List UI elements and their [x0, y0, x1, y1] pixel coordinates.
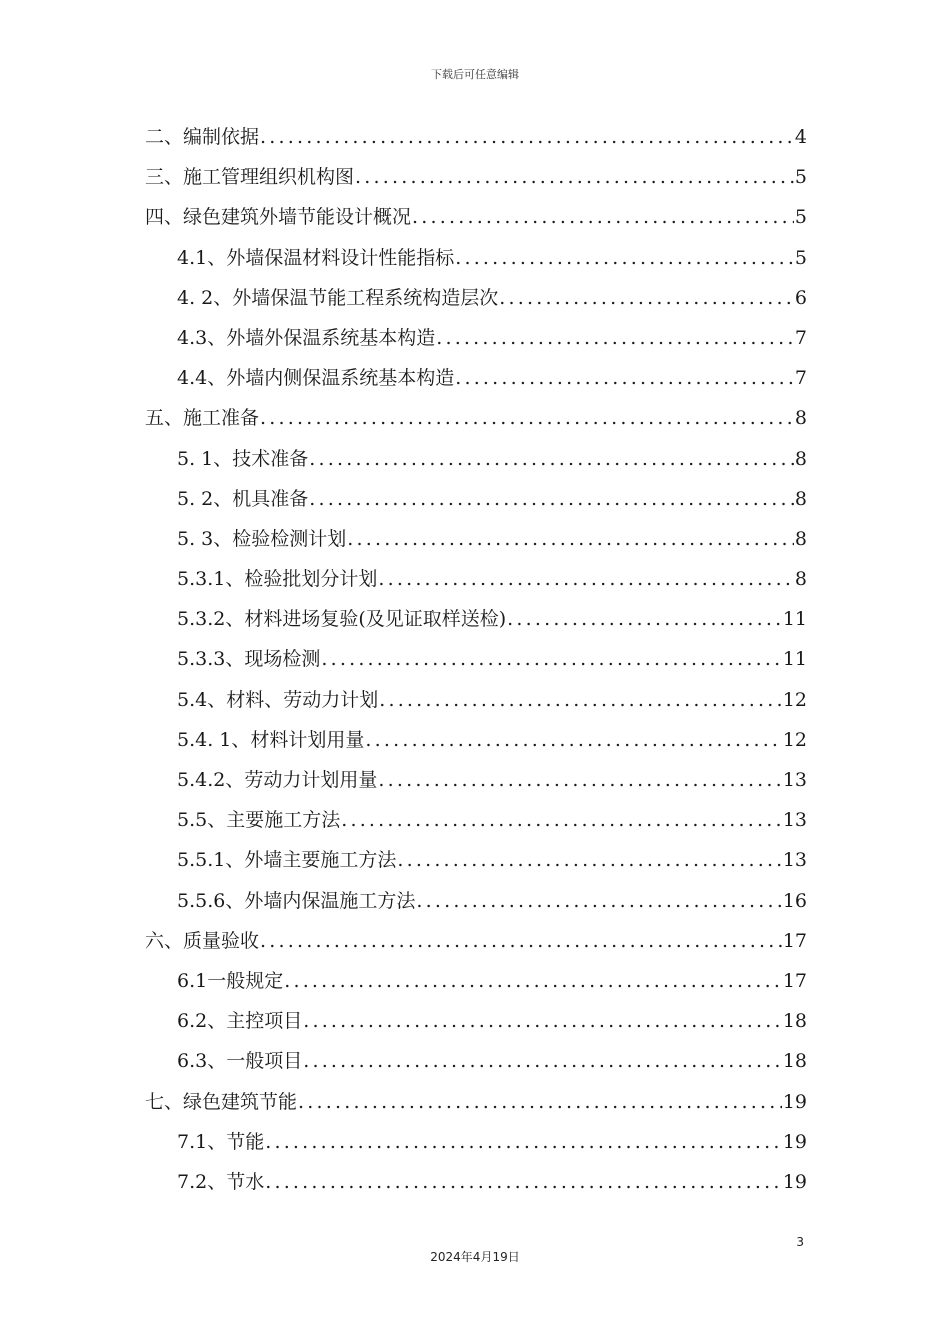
toc-entry-title: 5.4、材料、劳动力计划 — [177, 688, 379, 711]
toc-entry[interactable] — [145, 760, 807, 800]
toc-entry-page: 8 — [794, 447, 807, 470]
toc-entry-page: 8 — [794, 487, 807, 510]
toc-entry-title: 7.2、节水 — [177, 1170, 265, 1193]
page-header: 下载后可任意编辑 — [431, 68, 519, 81]
toc-entry-title: 5. 3、检验检测计划 — [177, 527, 347, 550]
toc-entry-page: 13 — [782, 769, 807, 791]
toc-dot-leader — [260, 921, 782, 961]
toc-entry[interactable] — [145, 800, 807, 840]
toc-entry-page: 7 — [794, 326, 807, 349]
toc-dot-leader — [365, 720, 781, 760]
toc-entry-page: 11 — [782, 648, 807, 671]
footer-date: 2024年4月19日 — [430, 1250, 520, 1264]
toc-entry-title: 五、施工准备 — [145, 407, 260, 430]
toc-entry-page: 7 — [794, 367, 807, 390]
toc-entry-page: 19 — [782, 1130, 807, 1153]
toc-entry[interactable] — [145, 1001, 807, 1041]
toc-dot-leader — [265, 1122, 782, 1162]
toc-entry[interactable] — [145, 599, 807, 639]
toc-entry-title: 5.5、主要施工方法 — [177, 809, 341, 832]
toc-dot-leader — [309, 439, 794, 479]
page-number: 3 — [796, 1235, 804, 1249]
toc-entry-title: 7.1、节能 — [177, 1130, 265, 1153]
toc-entry-page: 17 — [782, 929, 807, 952]
toc-dot-leader — [260, 117, 794, 157]
toc-entry-page: 6 — [794, 286, 807, 309]
toc-entry-page: 4 — [794, 126, 807, 148]
toc-entry[interactable] — [145, 519, 807, 559]
toc-entry-title: 6.2、主控项目 — [177, 1010, 303, 1033]
toc-entry[interactable] — [145, 358, 807, 398]
toc-entry-page: 5 — [794, 246, 807, 269]
toc-entry[interactable] — [145, 318, 807, 358]
toc-dot-leader — [303, 1001, 782, 1041]
toc-dot-leader — [309, 479, 794, 519]
toc-entry[interactable] — [145, 278, 807, 318]
toc-entry-title: 七、绿色建筑节能 — [145, 1090, 298, 1113]
toc-dot-leader — [416, 881, 781, 921]
toc-entry-page: 5 — [794, 166, 807, 189]
toc-dot-leader — [378, 760, 781, 800]
toc-entry[interactable] — [145, 157, 807, 197]
toc-entry[interactable] — [145, 961, 807, 1001]
toc-entry[interactable] — [145, 117, 807, 157]
toc-dot-leader — [284, 961, 782, 1001]
toc-entry-title: 5.5.1、外墙主要施工方法 — [177, 849, 397, 872]
toc-dot-leader — [378, 559, 794, 599]
toc-entry-page: 19 — [782, 1090, 807, 1113]
toc-dot-leader — [298, 1082, 782, 1122]
toc-entry[interactable] — [145, 1041, 807, 1081]
toc-entry-title: 5.4. 1、材料计划用量 — [177, 728, 365, 751]
toc-entry-title: 6.3、一般项目 — [177, 1050, 303, 1073]
table-of-contents — [145, 117, 807, 1202]
toc-entry[interactable] — [145, 559, 807, 599]
toc-entry-page: 16 — [782, 889, 807, 912]
toc-dot-leader — [347, 519, 794, 559]
toc-entry-page: 8 — [794, 568, 807, 591]
toc-entry-page: 11 — [782, 608, 807, 631]
toc-entry-page: 13 — [782, 809, 807, 832]
toc-entry-page: 13 — [782, 849, 807, 872]
toc-entry[interactable] — [145, 197, 807, 237]
toc-entry[interactable] — [145, 680, 807, 720]
toc-entry[interactable] — [145, 1122, 807, 1162]
toc-dot-leader — [499, 278, 794, 318]
toc-entry[interactable] — [145, 238, 807, 278]
toc-entry-title: 二、编制依据 — [145, 126, 260, 148]
toc-dot-leader — [455, 358, 794, 398]
toc-entry-page: 8 — [794, 527, 807, 550]
toc-entry-title: 5.3.3、现场检测 — [177, 648, 321, 671]
toc-entry-page: 5 — [794, 206, 807, 229]
toc-entry[interactable] — [145, 1082, 807, 1122]
toc-dot-leader — [355, 157, 794, 197]
toc-entry-page: 8 — [794, 407, 807, 430]
toc-dot-leader — [321, 639, 781, 679]
toc-entry-title: 4.1、外墙保温材料设计性能指标 — [177, 246, 455, 269]
toc-entry[interactable] — [145, 479, 807, 519]
toc-entry-page: 17 — [782, 969, 807, 992]
toc-dot-leader — [436, 318, 794, 358]
toc-entry[interactable] — [145, 840, 807, 880]
toc-entry[interactable] — [145, 398, 807, 438]
toc-entry-title: 5. 2、机具准备 — [177, 487, 309, 510]
toc-entry-title: 5.4.2、劳动力计划用量 — [177, 769, 378, 791]
toc-entry-title: 三、施工管理组织机构图 — [145, 166, 355, 189]
toc-entry[interactable] — [145, 1162, 807, 1202]
toc-entry-title: 4.3、外墙外保温系统基本构造 — [177, 326, 436, 349]
toc-entry[interactable] — [145, 881, 807, 921]
toc-entry-page: 12 — [782, 688, 807, 711]
toc-dot-leader — [265, 1162, 782, 1202]
toc-dot-leader — [379, 680, 782, 720]
toc-entry-page: 18 — [782, 1050, 807, 1073]
toc-entry-title: 四、绿色建筑外墙节能设计概况 — [145, 206, 412, 229]
toc-entry[interactable] — [145, 720, 807, 760]
toc-dot-leader — [397, 840, 781, 880]
toc-entry-title: 5. 1、技术准备 — [177, 447, 309, 470]
toc-entry[interactable] — [145, 639, 807, 679]
toc-entry-title: 4.4、外墙内侧保温系统基本构造 — [177, 367, 455, 390]
toc-entry-title: 5.3.1、检验批划分计划 — [177, 568, 378, 591]
toc-dot-leader — [341, 800, 782, 840]
toc-entry-title: 六、质量验收 — [145, 929, 260, 952]
toc-entry-page: 18 — [782, 1010, 807, 1033]
toc-entry-page: 12 — [782, 728, 807, 751]
toc-dot-leader — [260, 398, 794, 438]
toc-dot-leader — [455, 238, 794, 278]
toc-entry[interactable] — [145, 439, 807, 479]
toc-entry-title: 5.3.2、材料进场复验(及见证取样送检) — [177, 608, 507, 631]
toc-dot-leader — [507, 599, 782, 639]
toc-dot-leader — [303, 1041, 782, 1081]
toc-entry[interactable] — [145, 921, 807, 961]
toc-entry-title: 4. 2、外墙保温节能工程系统构造层次 — [177, 286, 499, 309]
toc-entry-title: 6.1一般规定 — [177, 969, 284, 992]
toc-entry-title: 5.5.6、外墙内保温施工方法 — [177, 889, 416, 912]
toc-entry-page: 19 — [782, 1170, 807, 1193]
toc-dot-leader — [412, 197, 794, 237]
